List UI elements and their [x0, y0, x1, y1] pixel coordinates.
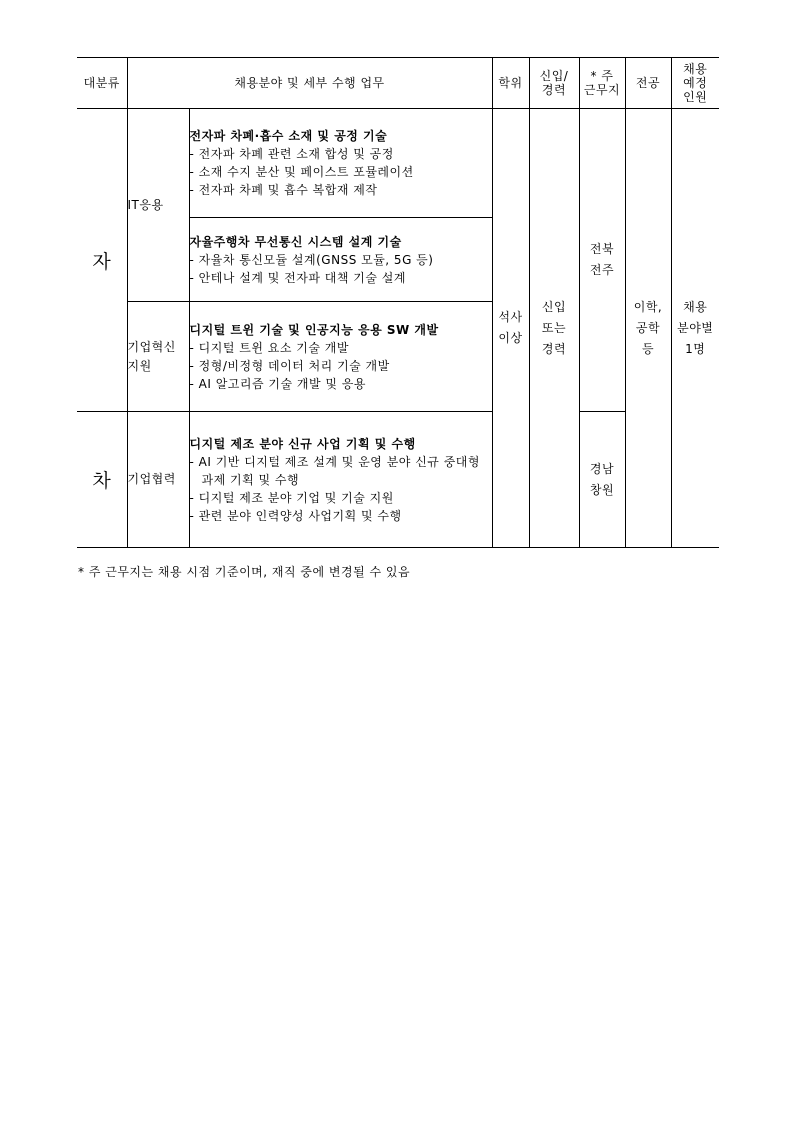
major-cell: 이학, 공학 등	[625, 109, 671, 548]
task-cell	[189, 302, 492, 412]
task-title: 디지털 트윈 기술 및 인공지능 응용 SW 개발	[189, 322, 439, 337]
task-item: - 정형/비정형 데이터 처리 기술 개발	[190, 357, 492, 375]
task-item: - 자율차 통신모듈 설계(GNSS 모듈, 5G 등)	[190, 251, 492, 269]
location-cell: 경남 창원	[579, 412, 625, 548]
task-item: - AI 알고리즘 기술 개발 및 응용	[190, 375, 492, 393]
category-cell: 차	[77, 412, 127, 548]
subcategory-cell: IT응용	[127, 109, 189, 302]
task-cell	[189, 218, 492, 302]
subcategory-cell: 기업협력	[127, 412, 189, 548]
task-item: - AI 기반 디지털 제조 설계 및 운영 분야 신규 중대형 과제 기획 및 수행	[190, 453, 492, 489]
header-row	[77, 58, 719, 109]
headcount-cell: 채용 분야별 1명	[671, 109, 719, 548]
task-item: - 전자파 차폐 관련 소재 합성 및 공정	[190, 145, 492, 163]
table-row	[77, 109, 719, 218]
subcategory-cell: 기업혁신 지원	[127, 302, 189, 412]
task-item: - 디지털 제조 분야 기업 및 기술 지원	[190, 489, 492, 507]
recruitment-table	[77, 57, 719, 548]
header-field: 채용분야 및 세부 수행 업무	[127, 58, 492, 109]
task-cell	[189, 412, 492, 548]
header-major: 전공	[625, 58, 671, 109]
location-cell: 전북 전주	[579, 109, 625, 412]
task-title: 디지털 제조 분야 신규 사업 기획 및 수행	[189, 436, 416, 451]
task-item: - 관련 분야 인력양성 사업기획 및 수행	[190, 507, 492, 525]
career-cell: 신입 또는 경력	[529, 109, 579, 548]
task-title: 자율주행차 무선통신 시스템 설계 기술	[189, 234, 402, 249]
category-cell: 자	[77, 109, 127, 412]
header-career: 신입/ 경력	[529, 58, 579, 109]
header-headcount: 채용 예정 인원	[671, 58, 719, 109]
footnote: * 주 근무지는 채용 시점 기준이며, 재직 중에 변경될 수 있음	[78, 565, 411, 579]
task-item: - 소재 수지 분산 및 페이스트 포뮬레이션	[190, 163, 492, 181]
degree-cell: 석사 이상	[492, 109, 529, 548]
header-category: 대분류	[77, 58, 127, 109]
header-location: * 주 근무지	[579, 58, 625, 109]
task-item: - 디지털 트윈 요소 기술 개발	[190, 339, 492, 357]
header-degree: 학위	[492, 58, 529, 109]
task-item: - 전자파 차폐 및 흡수 복합재 제작	[190, 181, 492, 199]
table-row	[77, 412, 719, 548]
task-title: 전자파 차폐·흡수 소재 및 공정 기술	[189, 129, 388, 143]
task-cell	[189, 109, 492, 218]
task-item: - 안테나 설계 및 전자파 대책 기술 설계	[190, 269, 492, 287]
